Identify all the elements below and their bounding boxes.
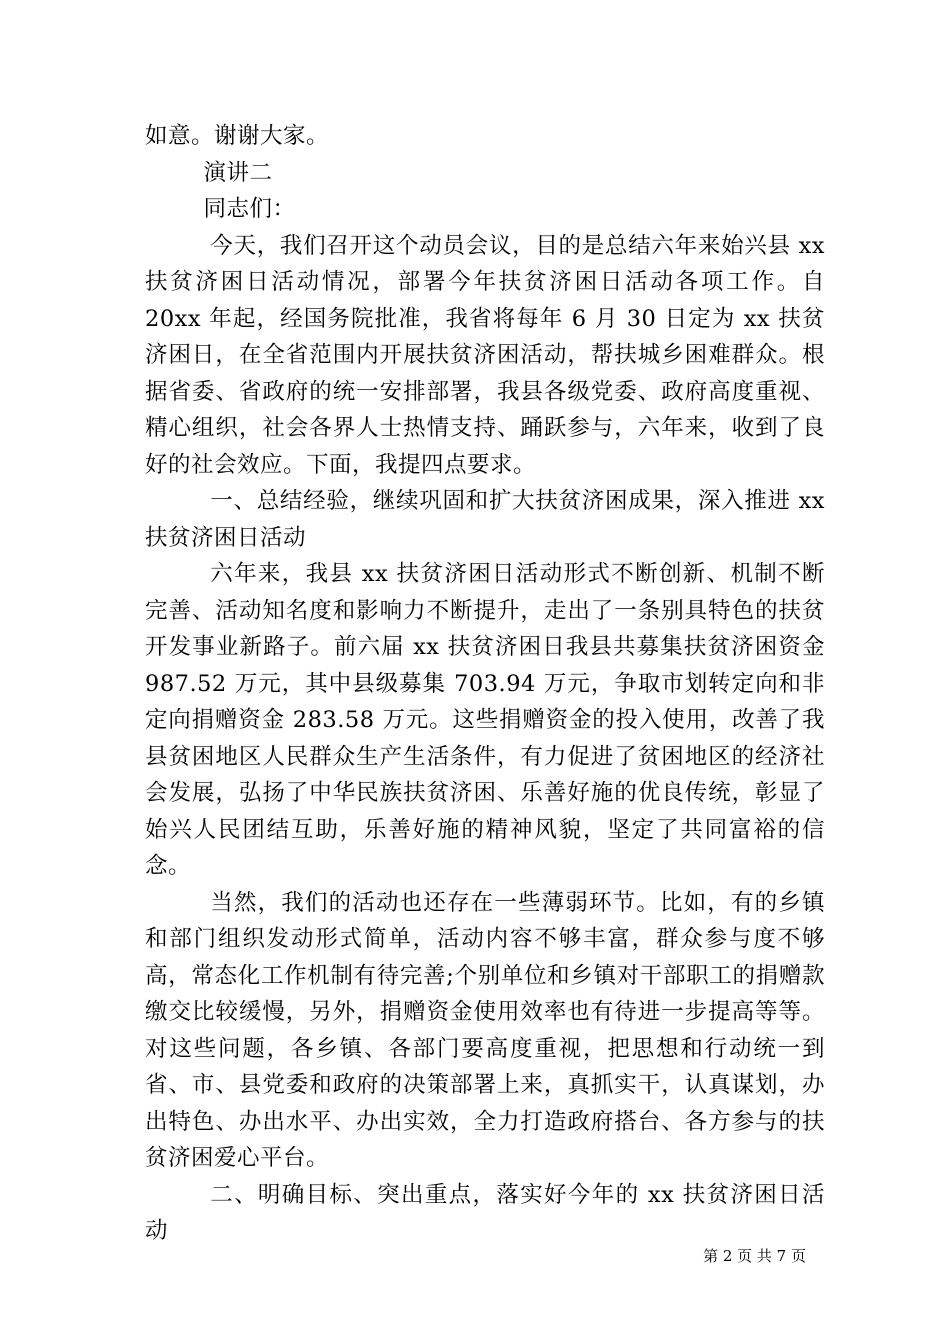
paragraph-weaknesses: 当然，我们的活动也还存在一些薄弱环节。比如，有的乡镇和部门组织发动形式简单，活动内容不够丰富，群众参与度不够高，常态化工作机制有待完善;个别单位和乡镇对干部职工的捐赠款缴交比较缓慢，另外，捐赠资金使用效率也有待进一步提高等等。对这些问题，各乡镇、各部门要高度重视，把思想和行动统一到省、市、县党委和政府的决策部署上来，真抓实干，认真谋划，办出特色、办出水平、办出实效，全力打造政府搭台、各方参与的扶贫济困爱心平台。 (145, 889, 825, 1171)
section-heading-2: 二、明确目标、突出重点，落实好今年的 xx 扶贫济困日活动 (145, 1181, 825, 1244)
document-body (145, 118, 825, 1250)
paragraph-intro: 今天，我们召开这个动员会议，目的是总结六年来始兴县 xx 扶贫济困日活动情况，部署今年扶贫济困日活动各项工作。自 20xx 年起，经国务院批准，我省将每年 6 月 30 日定为 xx 扶贫济困日，在全省范围内开展扶贫济困活动，帮扶城乡困难群众。根据省委、省政府的统一安排部署，我县各级党委、政府高度重视、精心组织，社会各界人士热情支持、踊跃参与，六年来，收到了良好的社会效应。下面，我提四点要求。 (145, 232, 825, 478)
paragraph-closing: 如意。谢谢大家。 (145, 123, 330, 149)
salutation: 同志们： (203, 196, 296, 222)
page-number: 第 2 页 共 7 页 (703, 1247, 806, 1265)
section-heading-1: 一、总结经验，继续巩固和扩大扶贫济困成果，深入推进 xx 扶贫济困日活动 (145, 488, 825, 551)
paragraph-achievements: 六年来，我县 xx 扶贫济困日活动形式不断创新、机制不断完善、活动知名度和影响力不断提升，走出了一条别具特色的扶贫开发事业新路子。前六届 xx 扶贫济困日我县共募集扶贫济困资金 987.52 万元，其中县级募集 703.94 万元，争取市划转定向和非定向捐赠资金 283.58 万元。这些捐赠资金的投入使用，改善了我县贫困地区人民群众生产生活条件，有力促进了贫困地区的经济社会发展，弘扬了中华民族扶贫济困、乐善好施的优良传统，彰显了始兴人民团结互助，乐善好施的精神风貌，坚定了共同富裕的信念。 (145, 561, 825, 879)
speech-heading: 演讲二 (203, 159, 273, 186)
